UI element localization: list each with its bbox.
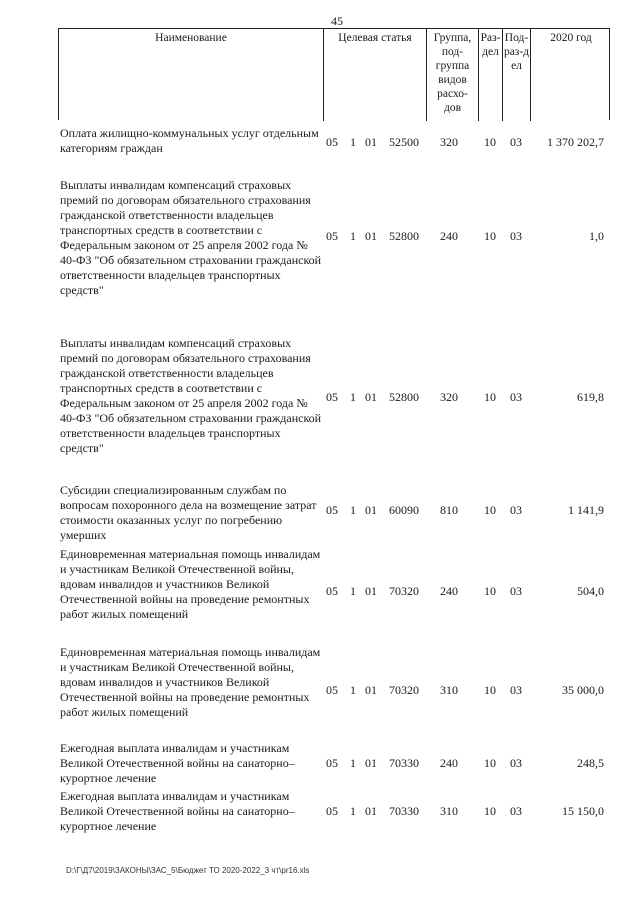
row-amount: 1,0 [589,229,604,243]
row-amount: 1 370 202,7 [547,135,604,149]
table-row [58,789,610,837]
row-c2: 1 [350,584,356,598]
row-c2: 1 [350,135,356,149]
row-group: 310 [440,804,458,818]
row-name: Субсидии специализированным службам по вопросам похоронного дела на возмещение затрат стоимости оказанных услуг по погребению умерших [60,483,317,542]
row-c3: 01 [365,683,377,697]
row-c3: 01 [365,503,377,517]
header-year: 2020 год [550,32,592,44]
row-c3: 01 [365,135,377,149]
row-c4: 70320 [389,584,419,598]
row-name: Единовременная материальная помощь инвалидам и участникам Великой Отечественной войны, вдовам инвалидов и участников Великой Отечественной войны на проведение ремонтных работ жилых помещений [60,645,321,719]
header-target: Целевая статья [324,29,427,121]
row-podrazdel: 03 [510,229,522,243]
row-c2: 1 [350,229,356,243]
row-name: Выплаты инвалидам компенсаций страховых премий по договорам обязательного страхования гражданской ответственности владельцев транспортных средств в соответствии с Федеральным законом от 25 апреля 2002 года № 40-ФЗ "Об обязательном страховании гражданской ответственности владельцев транспортных средств" [60,336,322,455]
row-c2: 1 [350,683,356,697]
row-c1: 05 [326,503,338,517]
row-razdel: 10 [484,503,496,517]
row-c4: 70330 [389,804,419,818]
row-c4: 70330 [389,756,419,770]
row-razdel: 10 [484,135,496,149]
row-group: 240 [440,229,458,243]
row-amount: 619,8 [577,390,604,404]
table-row [58,178,610,303]
header-razdel: Раз-дел [479,29,503,121]
row-name: Ежегодная выплата инвалидам и участникам Великой Отечественной войны на санаторно–курортное лечение [60,741,295,785]
row-c2: 1 [350,804,356,818]
row-amount: 35 000,0 [562,683,604,697]
row-razdel: 10 [484,390,496,404]
row-name: Оплата жилищно-коммунальных услуг отдельным категориям граждан [60,126,319,155]
table-row [58,645,610,740]
row-c2: 1 [350,756,356,770]
row-name: Ежегодная выплата инвалидам и участникам Великой Отечественной войны на санаторно–курортное лечение [60,789,295,833]
row-c4: 52800 [389,390,419,404]
row-group: 240 [440,584,458,598]
row-c3: 01 [365,804,377,818]
row-c1: 05 [326,584,338,598]
row-c3: 01 [365,390,377,404]
row-c1: 05 [326,229,338,243]
row-c4: 60090 [389,503,419,517]
row-c3: 01 [365,229,377,243]
row-group: 810 [440,503,458,517]
row-group: 320 [440,390,458,404]
row-razdel: 10 [484,756,496,770]
row-c3: 01 [365,756,377,770]
row-group: 240 [440,756,458,770]
row-podrazdel: 03 [510,390,522,404]
row-c1: 05 [326,135,338,149]
row-podrazdel: 03 [510,683,522,697]
row-c2: 1 [350,503,356,517]
row-c3: 01 [365,584,377,598]
header-name: Наименование [59,29,324,121]
row-podrazdel: 03 [510,584,522,598]
row-razdel: 10 [484,683,496,697]
row-podrazdel: 03 [510,804,522,818]
table-row [58,483,610,545]
table-header [58,28,610,120]
page-number: 45 [331,14,343,28]
row-c1: 05 [326,804,338,818]
header-podrazdel: Под-раз-дел [503,29,531,121]
row-name: Единовременная материальная помощь инвалидам и участникам Великой Отечественной войны, вдовам инвалидов и участников Великой Отечественной войны на проведение ремонтных работ жилых помещений [60,547,321,621]
file-path-footer: D:\Г\Д7\2019\ЗАКОНЫ\ЗАС_5\Бюджет ТО 2020-2022_3 чт\pr16.xls [66,866,310,875]
row-name: Выплаты инвалидам компенсаций страховых премий по договорам обязательного страхования гражданской ответственности владельцев транспортных средств в соответствии с Федеральным законом от 25 апреля 2002 года № 40-ФЗ "Об обязательном страховании гражданской ответственности владельцев транспортных средств" [60,178,322,297]
row-amount: 15 150,0 [562,804,604,818]
row-group: 320 [440,135,458,149]
table-row [58,547,610,642]
row-razdel: 10 [484,229,496,243]
row-c1: 05 [326,390,338,404]
row-podrazdel: 03 [510,756,522,770]
table-row [58,336,610,461]
table-row [58,741,610,789]
row-c4: 52800 [389,229,419,243]
header-group: Группа, под-группа видов расхо-дов [427,29,479,121]
row-amount: 248,5 [577,756,604,770]
row-podrazdel: 03 [510,503,522,517]
row-razdel: 10 [484,584,496,598]
table-row [58,126,610,166]
row-c1: 05 [326,683,338,697]
row-amount: 1 141,9 [568,503,604,517]
row-c2: 1 [350,390,356,404]
row-c4: 70320 [389,683,419,697]
row-group: 310 [440,683,458,697]
row-razdel: 10 [484,804,496,818]
row-c1: 05 [326,756,338,770]
row-c4: 52500 [389,135,419,149]
row-amount: 504,0 [577,584,604,598]
row-podrazdel: 03 [510,135,522,149]
